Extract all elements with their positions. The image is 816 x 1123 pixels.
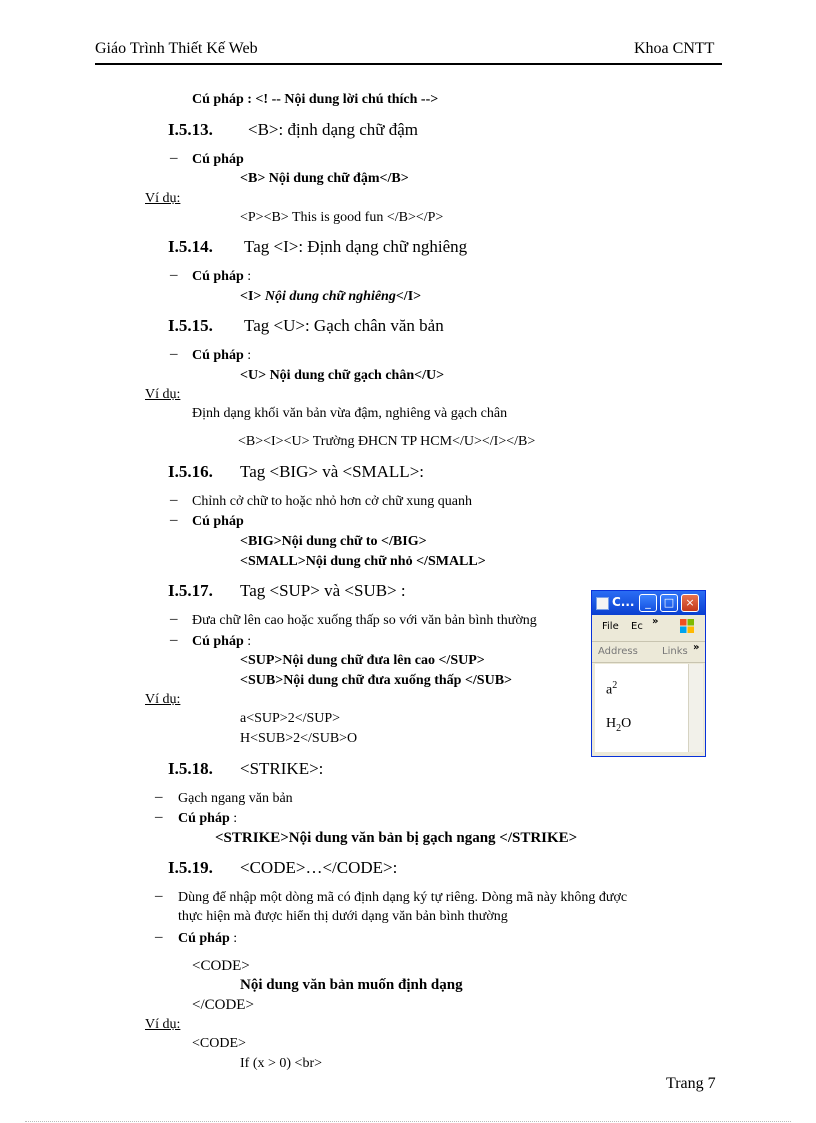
strike-desc: Gạch ngang văn bản — [178, 791, 293, 806]
close-button[interactable]: × — [681, 594, 699, 612]
bullet-dash: – — [170, 150, 178, 166]
menu-overflow-chevron-icon[interactable]: » — [652, 616, 659, 627]
section-number: I.5.15. — [168, 316, 213, 335]
page-bottom-border — [25, 1121, 791, 1122]
italic-text: Nội dung chữ nghiêng — [264, 289, 396, 304]
syntax-label: Cú pháp — [178, 811, 230, 826]
section-title: <STRIKE>: — [240, 759, 324, 778]
section-number: I.5.17. — [168, 581, 213, 600]
section-number: I.5.16. — [168, 462, 213, 481]
browser-addressbar — [592, 642, 705, 663]
sub-example: H<SUB>2</SUB>O — [240, 731, 358, 746]
example-desc: Định dạng khối văn bản vừa đậm, nghiêng và gạch chân — [192, 406, 508, 421]
section-title: Tag <BIG> và <SMALL>: — [240, 462, 425, 481]
syntax-label: Cú pháp — [192, 348, 244, 363]
bullet-dash: – — [155, 809, 163, 825]
code-content: Nội dung văn bản muốn định dạng — [240, 977, 463, 993]
syntax-colon: : — [243, 269, 252, 284]
syntax-colon: : — [229, 931, 238, 946]
render-sup: 2 — [612, 680, 618, 691]
section-number: I.5.14. — [168, 237, 213, 256]
links-chevron-icon[interactable]: » — [693, 642, 700, 653]
example-label: Ví dụ: — [145, 1017, 181, 1032]
example-label: Ví dụ: — [145, 191, 181, 206]
code-example-line: If (x > 0) <br> — [240, 1056, 322, 1071]
syntax-line — [192, 634, 251, 650]
comment-syntax-line — [192, 92, 438, 108]
syntax-label: Cú pháp — [192, 269, 244, 284]
section-title: Tag <I>: Định dạng chữ nghiêng — [244, 237, 468, 256]
windows-logo-icon — [679, 618, 695, 634]
code-desc-line2: thực hiện mà được hiển thị dưới dạng văn bản bình thường — [178, 909, 508, 924]
bullet-dash: – — [155, 789, 163, 805]
syntax-label: Cú pháp — [192, 92, 244, 107]
browser-window — [591, 590, 706, 757]
syntax-label: Cú pháp — [192, 152, 244, 167]
comment-syntax: : <! -- Nội dung lời chú thích --> — [243, 92, 439, 107]
section-title: <B>: định dạng chữ đậm — [248, 120, 419, 139]
vertical-scrollbar[interactable] — [688, 664, 703, 752]
maximize-button[interactable]: □ — [660, 594, 678, 612]
syntax-label: Cú pháp — [192, 634, 244, 649]
minimize-button[interactable]: _ — [639, 594, 657, 612]
code-example-open: <CODE> — [192, 1036, 246, 1051]
example-label: Ví dụ: — [145, 692, 181, 707]
browser-title: C... — [612, 595, 635, 609]
example-label: Ví dụ: — [145, 387, 181, 402]
menu-file[interactable]: File — [602, 621, 619, 632]
syntax-line — [178, 931, 237, 947]
browser-titlebar — [592, 591, 705, 615]
italic-close-tag: </I> — [395, 289, 422, 304]
section-title: Tag <U>: Gạch chân văn bản — [244, 316, 444, 335]
italic-open-tag: <I> — [240, 289, 265, 304]
sub-syntax: <SUB>Nội dung chữ đưa xuống thấp </SUB> — [240, 673, 513, 688]
strike-syntax: <STRIKE>Nội dung văn bản bị gạch ngang </STRIKE> — [215, 830, 578, 846]
syntax-label: Cú pháp — [192, 514, 244, 529]
render-base: a — [606, 682, 613, 698]
bullet-dash: – — [170, 492, 178, 508]
bullet-dash: – — [170, 632, 178, 648]
bold-syntax: <B> Nội dung chữ đậm</B> — [240, 171, 409, 186]
syntax-line — [192, 269, 251, 285]
header-title: Giáo Trình Thiết Kế Web — [95, 40, 258, 57]
bullet-dash: – — [170, 346, 178, 362]
syntax-colon: : — [229, 811, 238, 826]
header-rule — [95, 63, 722, 65]
sup-syntax: <SUP>Nội dung chữ đưa lên cao </SUP> — [240, 653, 485, 668]
syntax-line — [178, 811, 237, 827]
bold-example — [240, 210, 443, 226]
syntax-colon: : — [243, 348, 252, 363]
rendered-superscript — [606, 680, 617, 699]
sup-sub-desc: Đưa chữ lên cao hoặc xuống thấp so với văn bản bình thường — [192, 613, 537, 628]
code-open-tag: <CODE> — [192, 958, 250, 974]
menu-edit[interactable]: Ec — [631, 621, 643, 632]
code-desc-line1: Dùng để nhập một dòng mã có định dạng ký tự riêng. Dòng mã này không được — [178, 890, 628, 905]
header-dept: Khoa CNTT — [634, 40, 715, 57]
example-code: <B><I><U> Trường ĐHCN TP HCM</U></I></B> — [238, 434, 536, 449]
big-small-desc: Chỉnh cở chữ to hoặc nhỏ hơn cở chữ xung quanh — [192, 494, 472, 509]
italic-syntax — [240, 289, 421, 305]
sup-example: a<SUP>2</SUP> — [240, 711, 341, 726]
bullet-dash: – — [170, 267, 178, 283]
browser-content — [595, 664, 688, 752]
links-label[interactable]: Links — [662, 646, 688, 657]
rendered-subscript — [606, 716, 631, 734]
render-sub: 2 — [616, 722, 622, 734]
address-label[interactable]: Address — [598, 646, 638, 657]
section-number: I.5.19. — [168, 858, 213, 877]
big-syntax: <BIG>Nội dung chữ to </BIG> — [240, 534, 427, 549]
render-h: H — [606, 716, 617, 731]
bullet-dash: – — [170, 512, 178, 528]
page-number: Trang 7 — [666, 1075, 716, 1092]
bullet-dash: – — [155, 929, 163, 945]
section-title: <CODE>…</CODE>: — [240, 858, 398, 877]
section-number: I.5.18. — [168, 759, 213, 778]
browser-menubar — [592, 615, 705, 642]
syntax-line — [192, 348, 251, 364]
bold-example-text: <P><B> This is good fun </B></P> — [240, 210, 444, 225]
section-number: I.5.13. — [168, 120, 213, 139]
section-title: Tag <SUP> và <SUB> : — [240, 581, 406, 600]
code-close-tag: </CODE> — [192, 997, 254, 1013]
bullet-dash: – — [170, 611, 178, 627]
bullet-dash: – — [155, 888, 163, 904]
render-o: O — [621, 716, 632, 731]
small-syntax: <SMALL>Nội dung chữ nhỏ </SMALL> — [240, 554, 486, 569]
syntax-colon: : — [243, 634, 252, 649]
ie-page-icon — [596, 597, 609, 610]
underline-syntax: <U> Nội dung chữ gạch chân</U> — [240, 368, 445, 383]
syntax-label: Cú pháp — [178, 931, 230, 946]
